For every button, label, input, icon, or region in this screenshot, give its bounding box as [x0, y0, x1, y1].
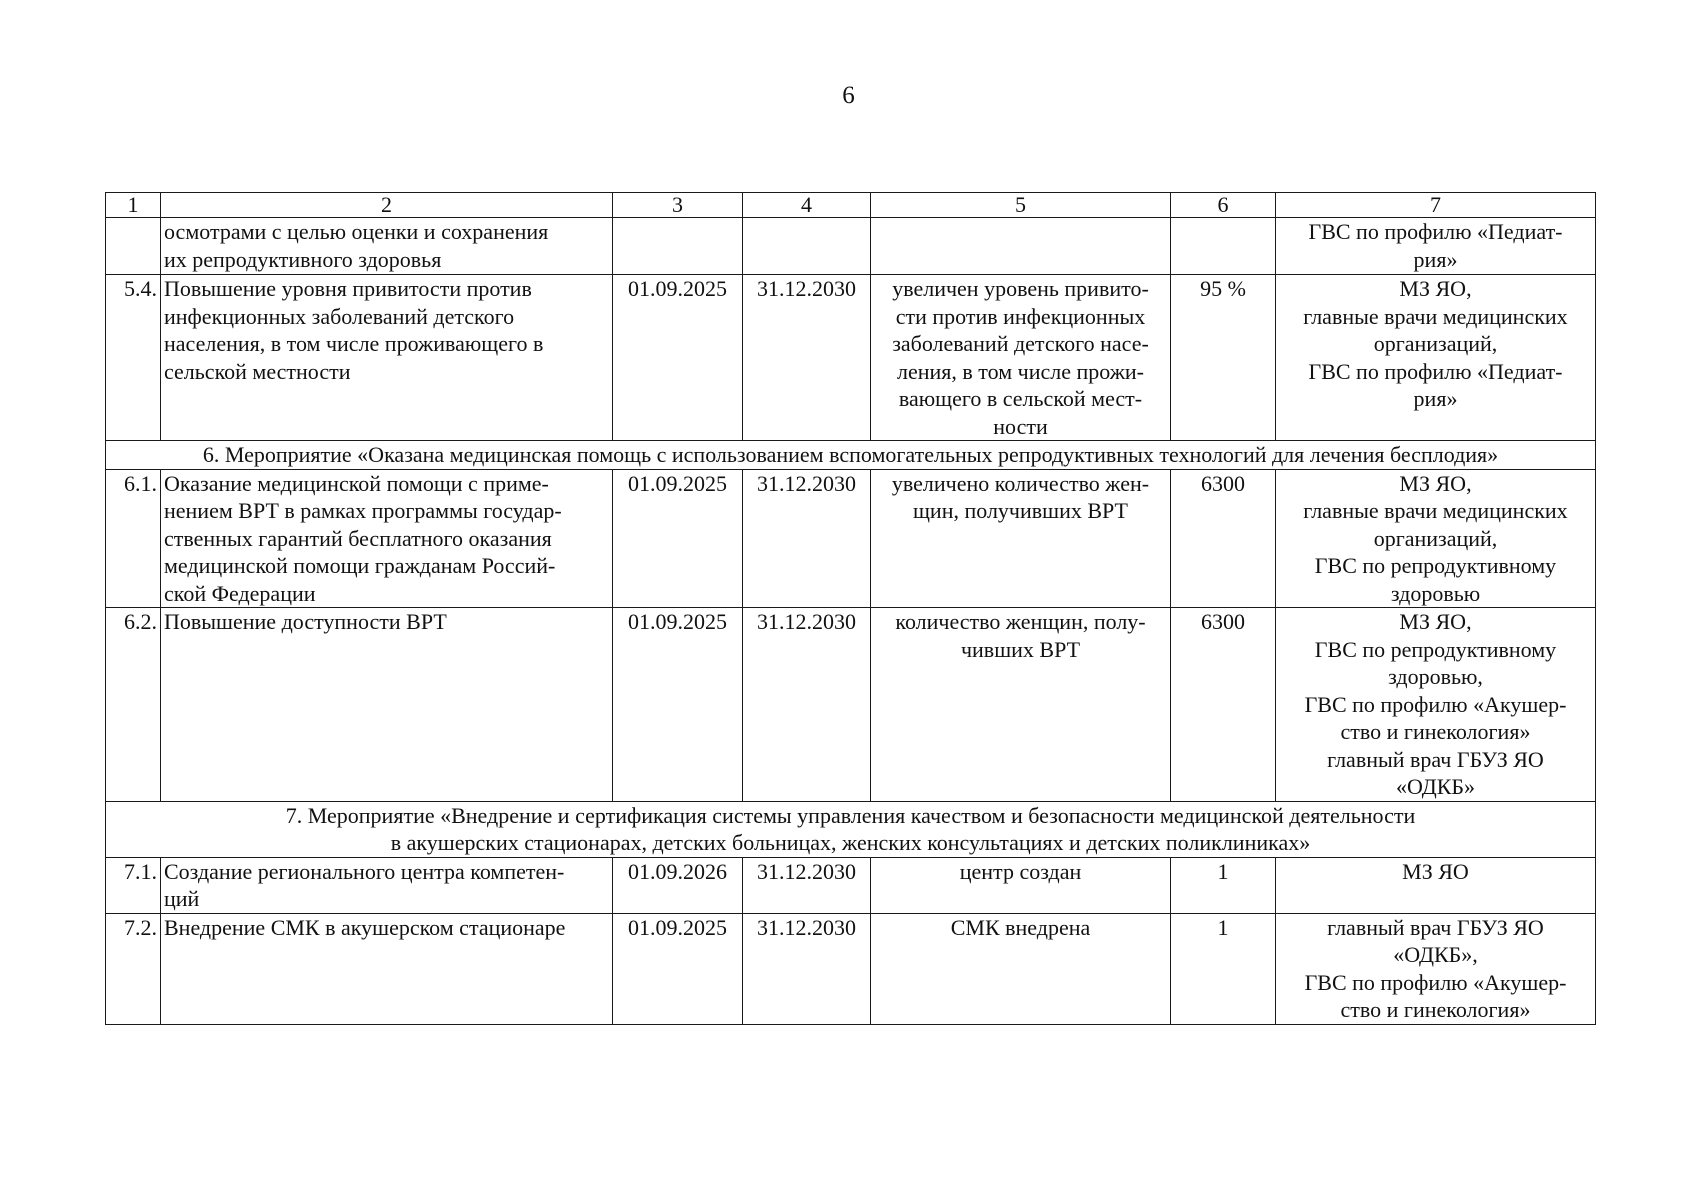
result-text: центр создан: [871, 857, 1171, 913]
start-date: 01.09.2026: [613, 857, 743, 913]
page-number: 6: [842, 82, 855, 109]
table-row: [106, 218, 1596, 275]
end-date: 31.12.2030: [743, 469, 871, 608]
table-row: [106, 608, 1596, 802]
row-number: 7.2.: [106, 913, 161, 1024]
end-date: [743, 218, 871, 275]
target-value: [1171, 218, 1276, 275]
result-text: количество женщин, полу- чивших ВРТ: [871, 608, 1171, 802]
start-date: 01.09.2025: [613, 275, 743, 441]
table-row: [106, 913, 1596, 1024]
responsible: МЗ ЯО, главные врачи медицинских организаций, ГВС по репродуктивному здоровью: [1276, 469, 1596, 608]
target-value: 6300: [1171, 608, 1276, 802]
end-date: 31.12.2030: [743, 913, 871, 1024]
start-date: [613, 218, 743, 275]
start-date: 01.09.2025: [613, 913, 743, 1024]
measure-name: Повышение доступности ВРТ: [161, 608, 613, 802]
measures-table: [105, 192, 1596, 1025]
end-date: 31.12.2030: [743, 275, 871, 441]
table-row: [106, 469, 1596, 608]
row-number: 7.1.: [106, 857, 161, 913]
end-date: 31.12.2030: [743, 608, 871, 802]
responsible: МЗ ЯО, ГВС по репродуктивному здоровью, ГВС по профилю «Акушер- ство и гинекология» главный врач ГБУЗ ЯО «ОДКБ»: [1276, 608, 1596, 802]
measure-name: осмотрами с целью оценки и сохранения их репродуктивного здоровья: [161, 218, 613, 275]
column-header: 3: [613, 193, 743, 218]
column-header: 4: [743, 193, 871, 218]
start-date: 01.09.2025: [613, 608, 743, 802]
result-text: увеличен уровень привито- сти против инфекционных заболеваний детского насе- ления, в том числе прожи- вающего в сельской мест- ности: [871, 275, 1171, 441]
table-row: [106, 857, 1596, 913]
table-header-row: [106, 193, 1596, 218]
responsible: МЗ ЯО: [1276, 857, 1596, 913]
target-value: 1: [1171, 857, 1276, 913]
column-header: 1: [106, 193, 161, 218]
row-number: 6.1.: [106, 469, 161, 608]
row-number: 6.2.: [106, 608, 161, 802]
responsible: ГВС по профилю «Педиат- рия»: [1276, 218, 1596, 275]
section-title: 7. Мероприятие «Внедрение и сертификация системы управления качеством и безопасности медицинской деятельности в акушерских стационарах, детских больницах, женских консультациях и детских поликлиниках»: [106, 801, 1596, 857]
column-header: 7: [1276, 193, 1596, 218]
measure-name: Повышение уровня привитости против инфекционных заболеваний детского населения, в том числе проживающего в сельской местности: [161, 275, 613, 441]
responsible: главный врач ГБУЗ ЯО «ОДКБ», ГВС по профилю «Акушер- ство и гинекология»: [1276, 913, 1596, 1024]
section-row: [106, 441, 1596, 470]
table-row: [106, 275, 1596, 441]
start-date: 01.09.2025: [613, 469, 743, 608]
row-number: [106, 218, 161, 275]
column-header: 2: [161, 193, 613, 218]
measure-name: Оказание медицинской помощи с приме- нением ВРТ в рамках программы государ- ственных гарантий бесплатного оказания медицинской помощи гражданам Россий- ской Федерации: [161, 469, 613, 608]
target-value: 1: [1171, 913, 1276, 1024]
section-row: [106, 801, 1596, 857]
responsible: МЗ ЯО, главные врачи медицинских организаций, ГВС по профилю «Педиат- рия»: [1276, 275, 1596, 441]
end-date: 31.12.2030: [743, 857, 871, 913]
target-value: 6300: [1171, 469, 1276, 608]
result-text: [871, 218, 1171, 275]
result-text: СМК внедрена: [871, 913, 1171, 1024]
measure-name: Создание регионального центра компетен- ций: [161, 857, 613, 913]
row-number: 5.4.: [106, 275, 161, 441]
column-header: 5: [871, 193, 1171, 218]
measure-name: Внедрение СМК в акушерском стационаре: [161, 913, 613, 1024]
column-header: 6: [1171, 193, 1276, 218]
section-title: 6. Мероприятие «Оказана медицинская помощь с использованием вспомогательных репродуктивных технологий для лечения бесплодия»: [106, 441, 1596, 470]
target-value: 95 %: [1171, 275, 1276, 441]
result-text: увеличено количество жен- щин, получивших ВРТ: [871, 469, 1171, 608]
